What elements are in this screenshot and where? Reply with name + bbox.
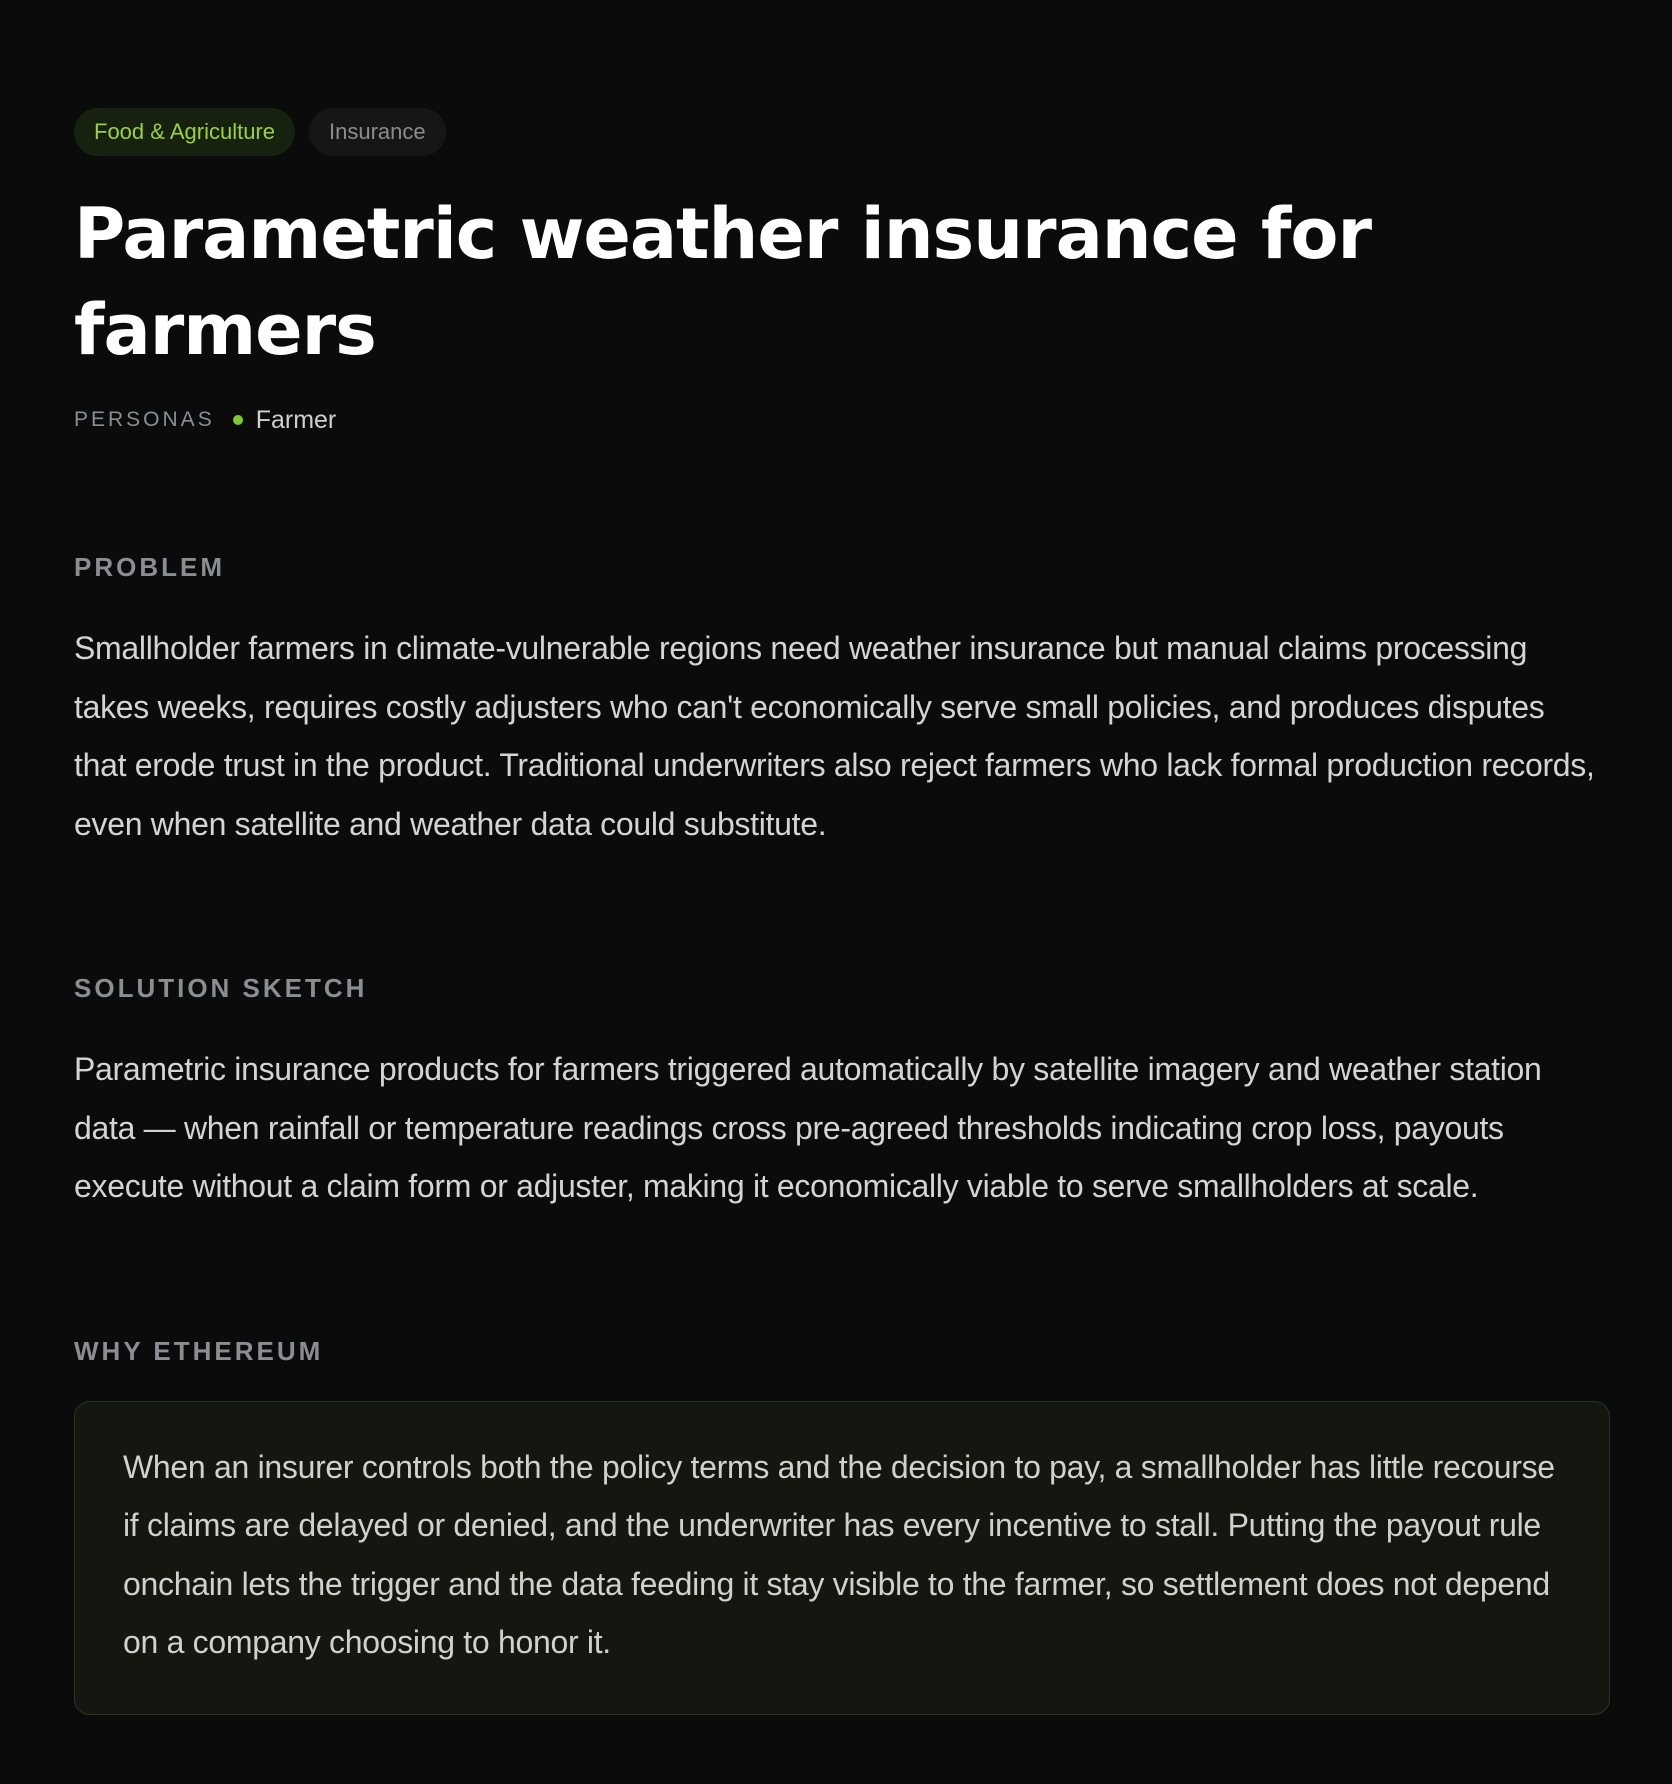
solution-text: Parametric insurance products for farmers triggered automatically by satellite imagery and weather station data — when rainfall or temperature readings cross pre-agreed thresholds indicating crop loss, payouts execute without a claim form or adjuster, making it economically viable to serve smallholders at scale. [74, 1051, 1542, 1204]
solution-heading: SOLUTION SKETCH [74, 973, 368, 1003]
page-title: Parametric weather insurance for farmers [74, 193, 1372, 371]
tag-insurance[interactable]: Insurance [309, 108, 446, 156]
why-ethereum-text: When an insurer controls both the policy terms and the decision to pay, a smallholder has little recourse if claims are delayed or denied, and the underwriter has every incentive to stall. Putting the payout rule onchain lets the trigger and the data feeding it stay visible to the farmer, so settlement does not depend on a company choosing to honor it. [123, 1448, 1555, 1660]
personas-row [74, 402, 1598, 438]
solution-section [74, 973, 1598, 1216]
personas-label: PERSONAS [74, 408, 215, 431]
why-ethereum-section [74, 1336, 1598, 1715]
why-ethereum-heading: WHY ETHEREUM [74, 1335, 324, 1366]
problem-text: Smallholder farmers in climate-vulnerable regions need weather insurance but manual claims processing takes weeks, requires costly adjusters who can't economically serve small policies, and produces disputes that erode trust in the product. Traditional underwriters also reject farmers who lack formal production records, even when satellite and weather data could substitute. [74, 630, 1595, 842]
persona-dot-icon [233, 415, 243, 425]
problem-heading: PROBLEM [74, 552, 225, 582]
tag-food-agriculture[interactable]: Food & Agriculture [74, 108, 295, 156]
tag-list [74, 108, 1598, 156]
why-ethereum-callout [74, 1401, 1610, 1715]
problem-section [74, 552, 1598, 853]
persona-farmer: Farmer [255, 405, 337, 434]
